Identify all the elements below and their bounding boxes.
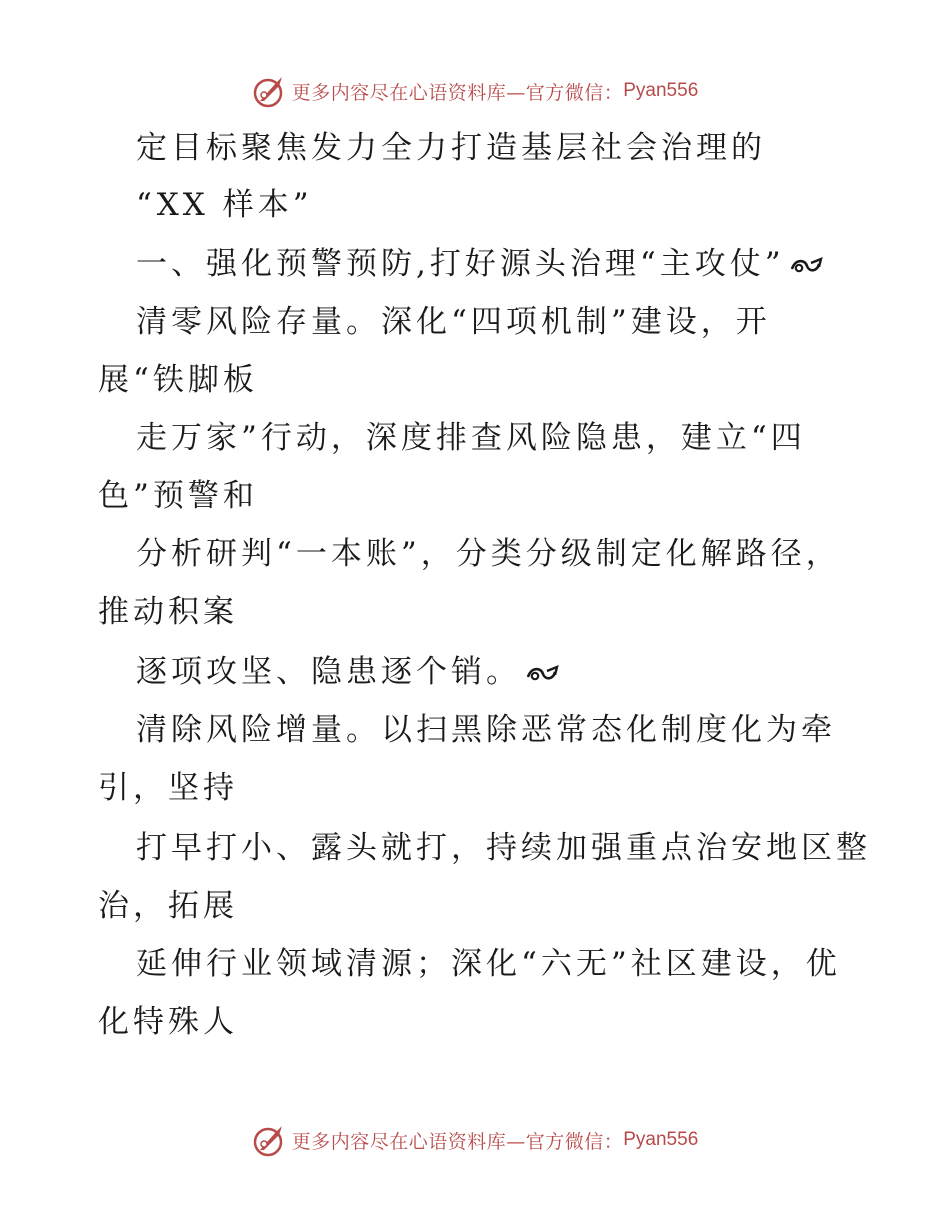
watermark-text: 更多内容尽在心语资料库—官方微信： xyxy=(291,1130,624,1153)
doc-title-line-2: “XX 样本” xyxy=(136,187,313,223)
section-heading-1 xyxy=(136,244,823,284)
paragraph-1-line-7-text: 逐项攻坚、隐患逐个销。 xyxy=(136,654,521,690)
paragraph-2-line-4: 治，拓展 xyxy=(98,888,238,924)
doc-title-line-1: 定目标聚焦发力全力打造基层社会治理的 xyxy=(136,130,766,166)
paragraph-1-line-6: 推动积案 xyxy=(98,594,238,630)
footer-watermark xyxy=(0,1120,950,1160)
paragraph-1-line-2: 展“铁脚板 xyxy=(98,362,258,398)
paragraph-2-line-1: 清除风险增量。以扫黑除恶常态化制度化为牵 xyxy=(136,712,836,748)
paragraph-mark-icon xyxy=(525,663,559,685)
section-heading-text: 一、强化预警预防,打好源头治理“主攻仗” xyxy=(136,246,785,282)
paragraph-1-line-4: 色”预警和 xyxy=(98,478,258,514)
paragraph-2-line-3: 打早打小、露头就打，持续加强重点治安地区整 xyxy=(136,830,871,866)
paragraph-1-line-1: 清零风险存量。深化“四项机制”建设，开 xyxy=(136,304,771,340)
watermark-wechat-id: Pyan556 xyxy=(623,80,699,101)
paragraph-1-line-7 xyxy=(136,652,559,692)
paragraph-2-line-5: 延伸行业领域清源；深化“六无”社区建设，优 xyxy=(136,946,841,982)
paragraph-2-line-2: 引，坚持 xyxy=(98,770,238,806)
paragraph-1-line-3: 走万家”行动，深度排查风险隐患，建立“四 xyxy=(136,420,806,456)
header-watermark xyxy=(0,71,950,111)
paragraph-1-line-5: 分析研判“一本账”，分类分级制定化解路径， xyxy=(136,536,841,572)
watermark-wechat-id: Pyan556 xyxy=(623,1129,699,1150)
paragraph-2-line-6: 化特殊人 xyxy=(98,1004,238,1040)
paragraph-mark-icon xyxy=(789,255,823,277)
quill-pen-logo-icon xyxy=(252,1122,288,1158)
quill-pen-logo-icon xyxy=(252,73,288,109)
watermark-text: 更多内容尽在心语资料库—官方微信： xyxy=(291,81,624,104)
